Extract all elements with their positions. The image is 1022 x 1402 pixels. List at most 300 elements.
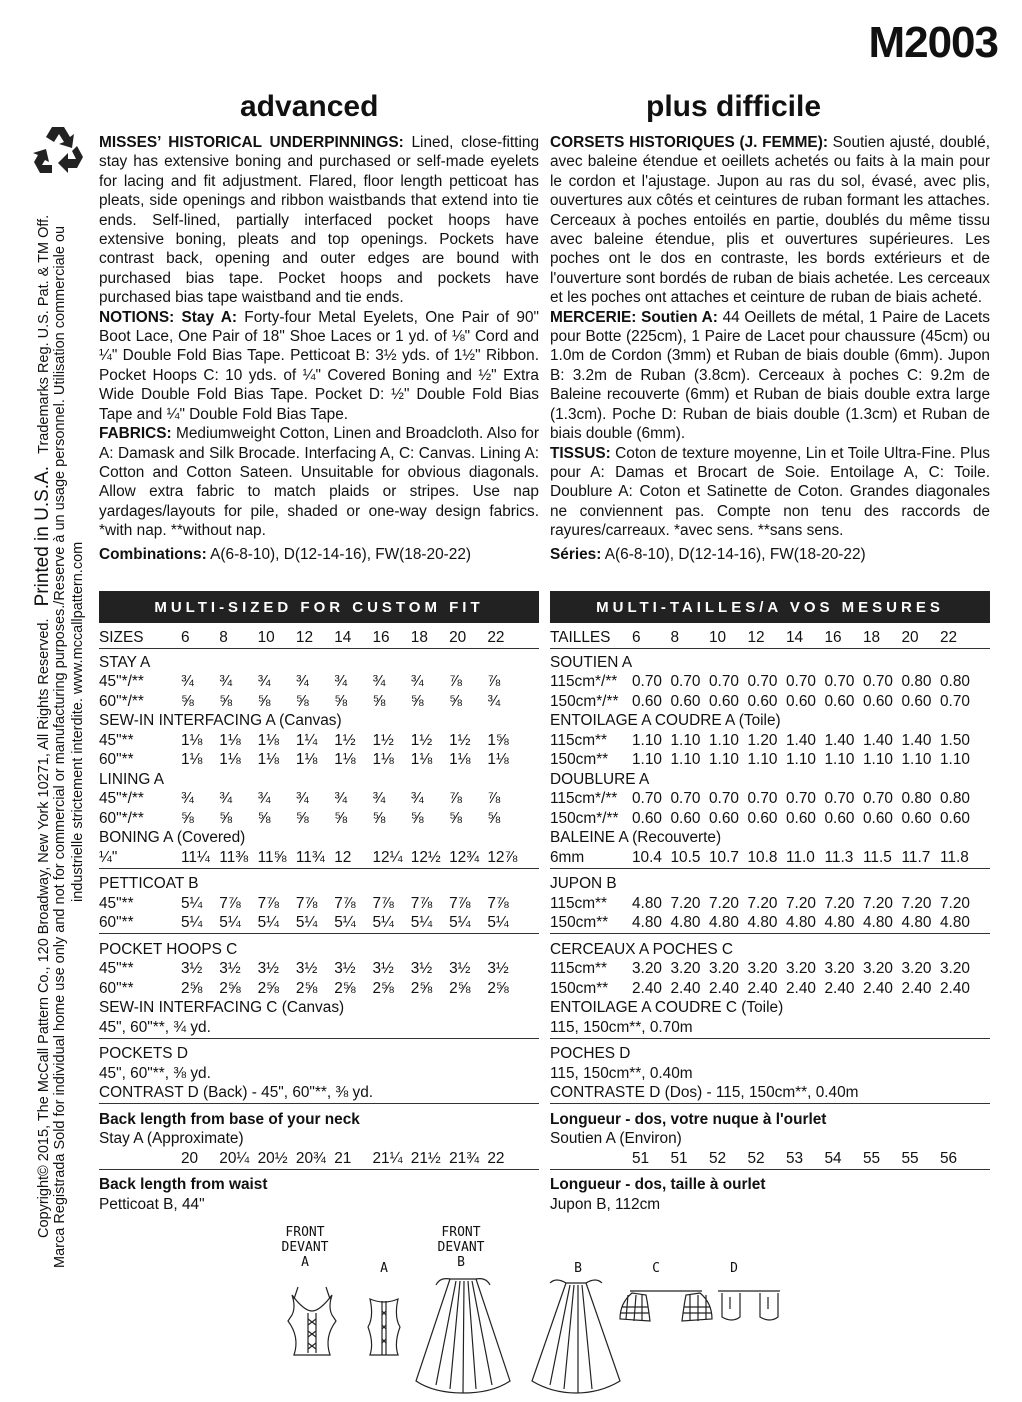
yardage-cell: 4.80 — [709, 914, 739, 932]
description-paragraph: CORSETS HISTORIQUES (J. FEMME): Soutien ajusté, doublé, avec baleine étendue et oeillets achetés ou faits à la main pour le cordon et l'ajustage. Jupon au ras du sol, évasé, avec plis, ouvertures aux côtés et ceintures de ruban formant les attaches. Cerceaux à poches entoilés en partie, doublés du même tissu avec baleine étendue, plis et ouvertures supérieures. Les poches ont le dos en contraste, les bords extérieurs et de l'ouverture sont bordés de ruban de biais achetée. Les cerceaux et les poches ont attaches et ceinture de ruban de biais acheté. — [550, 134, 990, 307]
table-section — [550, 653, 990, 869]
yardage-cell: 11.8 — [940, 848, 969, 866]
pockets-d-drawing — [718, 1291, 780, 1320]
banner-en: MULTI-SIZED FOR CUSTOM FIT — [99, 591, 539, 623]
yardage-cell: 5¼ — [410, 914, 433, 932]
yardage-cell: 4.80 — [632, 914, 662, 932]
yardage-cell: 1.10 — [709, 751, 739, 769]
yardage-cell: 0.70 — [786, 790, 816, 808]
yardage-cell: 51 — [632, 1149, 650, 1167]
yardage-cell: ⅝ — [295, 692, 309, 710]
yardage-cell: ⅞ — [487, 790, 501, 808]
yardage-cell: 12½ — [410, 848, 441, 866]
yardage-cell: 1.10 — [670, 751, 701, 769]
yardage-cell: 7⅞ — [372, 894, 394, 912]
yardage-cell: 5¼ — [372, 914, 394, 932]
yardage-cell: 0.60 — [786, 692, 816, 710]
table-row: CONTRASTE D (Dos) - 115, 150cm**, 0.40m — [550, 1084, 859, 1102]
description-paragraph: MISSES’ HISTORICAL UNDERPINNINGS: Lined, close-fitting stay has extensive boning and purchased or self-made eyelets for lacing and fit adjustment. Flared, floor length petticoat has pleats, side openings and ribbon waistbands that extend into tie ends. Self-lined, partially interfaced pocket hoops have extensive boning, pleats and top openings. Pockets have contrast back, opening and outer edges are bound with purchased bias tape. Pocket hoops and pockets have purchased bias tape waistband and tie ends. — [99, 134, 539, 307]
yardage-cell: 1⅛ — [449, 751, 471, 769]
yardage-cell: 0.70 — [709, 790, 739, 808]
yardage-cell: 7⅞ — [257, 894, 279, 912]
yardage-cell: 1½ — [449, 731, 471, 749]
yardage-cell: 0.80 — [901, 790, 932, 808]
yardage-cell: 7.20 — [747, 894, 778, 912]
yardage-cell: 1⅛ — [219, 731, 241, 749]
yardage-cell: 1⅛ — [295, 751, 318, 769]
yardage-cell: 3½ — [449, 960, 471, 978]
yardage-cell: 53 — [786, 1149, 804, 1167]
yardage-cell: 7⅞ — [219, 894, 241, 912]
yardage-cell: 3½ — [487, 960, 509, 978]
table-row: 45"** 1⅛ 1⅛ 1⅛ 1¼ 1½ 1½ 1½ 1½ 1⅝ — [99, 731, 539, 751]
yardage-cell: 1.10 — [863, 751, 893, 769]
table-row: POCKET HOOPS C — [99, 940, 238, 958]
yardage-cell: 2.40 — [786, 979, 816, 997]
stay-a-front-drawing — [288, 1287, 336, 1355]
yardage-cell: ⅝ — [334, 692, 348, 710]
yardage-cell: 3.20 — [786, 960, 816, 978]
yardage-cell: 5¼ — [449, 914, 471, 932]
printed-in-usa: Printed in U.S.A. — [32, 465, 53, 607]
size-header-cell: 12 — [295, 628, 314, 646]
yardage-cell: 11¾ — [295, 848, 325, 866]
yardage-cell: 5¼ — [219, 914, 241, 932]
table-row: POCHES D — [550, 1045, 631, 1063]
table-row: Petticoat B, 44" — [99, 1195, 205, 1213]
combinations-en: Combinations: A(6-8-10), D(12-14-16), FW(18-20-22) — [99, 545, 472, 563]
yardage-cell: 0.70 — [709, 673, 739, 691]
yardage-cell: 7.20 — [786, 894, 816, 912]
table-row: 150cm** 2.40 2.40 2.40 2.40 2.40 2.40 2.40 2.40 2.40 — [550, 979, 990, 999]
garment-illustrations — [270, 1225, 790, 1395]
yardage-cell: 2⅝ — [372, 979, 394, 997]
table-row: 45"*/** ¾ ¾ ¾ ¾ ¾ ¾ ¾ ⅞ ⅞ — [99, 673, 539, 693]
yardage-cell: 0.70 — [940, 692, 970, 710]
yardage-cell: 1⅛ — [257, 731, 279, 749]
yardage-cell: 10.7 — [709, 848, 739, 866]
yardage-table-en — [99, 627, 539, 1221]
yardage-cell: 56 — [940, 1149, 958, 1167]
yardage-cell: 10.4 — [632, 848, 662, 866]
petticoat-b-back-drawing — [532, 1280, 620, 1393]
description-paragraph: TISSUS: Coton de texture moyenne, Lin et Toile Ultra-Fine. Plus pour A: Damas et Brocart de Soie. Entoilage A, C: Toile. Doublure A: Coton et Satinette de Coton. Grandes diagonales ne conviennent pas. Compte non tenu des raccords de rayures/carreaux. *avec sens. **sans sens. — [550, 444, 990, 540]
yardage-cell: 21¼ — [372, 1149, 403, 1167]
yardage-cell: 55 — [863, 1149, 881, 1167]
yardage-cell: ¾ — [372, 673, 386, 691]
table-row: SEW-IN INTERFACING C (Canvas) — [99, 999, 345, 1017]
yardage-cell: 1½ — [334, 731, 356, 749]
yardage-cell: 3½ — [181, 960, 203, 978]
size-header-cell: 22 — [487, 628, 505, 646]
label-front-a: FRONT DEVANT A — [281, 1225, 329, 1270]
yardage-cell: 2.40 — [901, 979, 932, 997]
yardage-cell: 0.60 — [901, 692, 932, 710]
yardage-cell: 0.70 — [824, 790, 855, 808]
pattern-number: M2003 — [868, 18, 998, 67]
yardage-cell: ⅞ — [487, 673, 501, 691]
table-row — [99, 1149, 539, 1169]
size-header-cell: 20 — [449, 628, 467, 646]
size-header-cell: 16 — [372, 628, 390, 646]
table-row: 60"** 1⅛ 1⅛ 1⅛ 1⅛ 1⅛ 1⅛ 1⅛ 1⅛ 1⅛ — [99, 751, 539, 771]
yardage-cell: 20¼ — [219, 1149, 250, 1167]
yardage-cell: 1⅛ — [257, 751, 279, 769]
table-row: ENTOILAGE A COUDRE A (Toile) — [550, 712, 781, 730]
size-header-cell: 18 — [410, 628, 428, 646]
yardage-cell: 1.40 — [901, 731, 932, 749]
table-row — [550, 1149, 990, 1169]
yardage-cell: 1⅛ — [410, 751, 433, 769]
yardage-cell: ⅝ — [410, 809, 424, 827]
website-vertical: industrielle strictement interdite. www.mccallpattern.com — [70, 541, 86, 902]
yardage-table-fr — [550, 627, 990, 1221]
yardage-cell: ¾ — [410, 673, 424, 691]
yardage-cell: ¾ — [257, 673, 271, 691]
yardage-cell: 0.80 — [901, 673, 932, 691]
yardage-cell: 1⅛ — [219, 751, 241, 769]
yardage-cell: 7⅞ — [487, 894, 509, 912]
sizes-header-row: SIZES 6 8 10 12 14 16 18 20 22 — [99, 627, 539, 649]
yardage-cell: 7.20 — [709, 894, 739, 912]
yardage-cell: ¾ — [487, 692, 501, 710]
yardage-cell: 12 — [334, 848, 352, 866]
table-row: Stay A (Approximate) — [99, 1130, 244, 1148]
table-section — [99, 940, 539, 1039]
yardage-cell: 1.40 — [824, 731, 855, 749]
table-row: 150cm*/** 0.60 0.60 0.60 0.60 0.60 0.60 0.60 0.60 0.70 — [550, 692, 990, 712]
yardage-cell: 20¾ — [295, 1149, 326, 1167]
yardage-cell: 0.60 — [863, 692, 893, 710]
yardage-cell: 3½ — [219, 960, 241, 978]
description-paragraph: NOTIONS: Stay A: Forty-four Metal Eyelets, One Pair of 90" Boot Lace, One Pair of 18" Shoe Laces or 1 yd. of ⅛" Cord and ¼" Double Fold Bias Tape. Petticoat B: 3½ yds. of 1½" Ribbon. Pocket Hoops C: 10 yds. of ¼" Covered Boning and ½" Extra Wide Double Fold Bias Tape. Pocket D: ½" Double Fold Bias Tape and ¼" Double Fold Bias Tape. — [99, 308, 539, 423]
yardage-cell: 1⅛ — [372, 751, 394, 769]
table-row: STAY A — [99, 653, 151, 671]
yardage-cell: ⅝ — [295, 809, 309, 827]
yardage-cell: 1⅛ — [181, 731, 203, 749]
yardage-cell: 3.20 — [824, 960, 855, 978]
yardage-cell: 3½ — [410, 960, 433, 978]
yardage-cell: 3.20 — [632, 960, 662, 978]
size-header-cell: 6 — [632, 628, 641, 646]
table-row: SEW-IN INTERFACING A (Canvas) — [99, 712, 342, 730]
yardage-cell: 1⅛ — [334, 751, 356, 769]
yardage-cell: 7.20 — [824, 894, 855, 912]
yardage-cell: 2.40 — [632, 979, 662, 997]
description-paragraph: MERCERIE: Soutien A: 44 Oeillets de métal, 1 Paire de Lacets pour Botte (225cm), 1 Paire de Lacet pour chaussure (45cm) ou 1.0m de Cordon (3mm) et Ruban de biais double (6mm). Jupon B: 3.2m de Ruban (3.8cm). Cerceaux à poches C: 9.2m de Baleine recouverte (6mm) et Ruban de biais double extra large (1.3cm). Poche D: Ruban de biais double (1.3cm) et Ruban de biais double (6mm). — [550, 308, 990, 443]
yardage-cell: 1.10 — [709, 731, 739, 749]
yardage-cell: 1.50 — [940, 731, 970, 749]
yardage-cell: 1.10 — [632, 731, 662, 749]
yardage-cell: ⅝ — [449, 692, 462, 710]
banner-fr: MULTI-TAILLES/A VOS MESURES — [550, 591, 990, 623]
description-fr — [550, 133, 990, 564]
yardage-cell: 12¼ — [372, 848, 403, 866]
yardage-cell: 0.70 — [863, 790, 893, 808]
yardage-cell: 1.40 — [786, 731, 816, 749]
yardage-cell: ⅝ — [372, 692, 386, 710]
yardage-cell: 0.60 — [786, 809, 816, 827]
yardage-cell: 2⅝ — [487, 979, 509, 997]
yardage-cell: 0.60 — [824, 809, 855, 827]
yardage-cell: 11.3 — [824, 848, 854, 866]
yardage-cell: ⅝ — [181, 692, 194, 710]
copyright-vertical: Copyright© 2015, The McCall Pattern Co., 120 Broadway, New York 10271, All Rights Reserved. Printed in U.S.A. Trademarks Reg. U.S. Pat. & TM Off. — [32, 214, 53, 1238]
yardage-cell: 0.70 — [824, 673, 855, 691]
table-row: Longueur - dos, taille à ourlet — [550, 1176, 766, 1194]
yardage-cell: 1.10 — [670, 731, 701, 749]
yardage-cell: 11⅝ — [257, 848, 287, 866]
table-row: DOUBLURE A — [550, 770, 650, 788]
table-section — [550, 875, 990, 935]
size-header-cell: 22 — [940, 628, 958, 646]
recycle-icon — [32, 124, 84, 176]
yardage-cell: ⅝ — [257, 809, 271, 827]
size-header-cell: 6 — [181, 628, 190, 646]
yardage-cell: 0.60 — [670, 692, 701, 710]
yardage-cell: ⅝ — [219, 809, 233, 827]
yardage-cell: 1½ — [410, 731, 433, 749]
table-section — [550, 1110, 990, 1170]
table-section — [99, 1045, 539, 1105]
yardage-cell: 0.60 — [632, 809, 662, 827]
yardage-cell: 2.40 — [863, 979, 893, 997]
table-row: BALEINE A (Recouverte) — [550, 829, 722, 847]
yardage-cell: 3.20 — [901, 960, 932, 978]
yardage-cell: 0.70 — [747, 790, 778, 808]
table-row: CONTRAST D (Back) - 45", 60"**, ⅜ yd. — [99, 1084, 374, 1102]
yardage-cell: ¾ — [219, 790, 233, 808]
yardage-cell: 3½ — [372, 960, 394, 978]
table-section — [550, 940, 990, 1039]
yardage-cell: 4.80 — [632, 894, 662, 912]
table-row: LINING A — [99, 770, 165, 788]
yardage-cell: ⅝ — [257, 692, 271, 710]
table-row: 45"** 5¼ 7⅞ 7⅞ 7⅞ 7⅞ 7⅞ 7⅞ 7⅞ 7⅞ — [99, 894, 539, 914]
yardage-cell: ⅝ — [410, 692, 424, 710]
yardage-cell: 2⅝ — [219, 979, 241, 997]
yardage-cell: ⅝ — [219, 692, 233, 710]
yardage-cell: ⅝ — [181, 809, 194, 827]
usage-vertical: Marca Registrada Sold for individual home use only and not for commercial or manufacturing purposes./Reserve à un usage personnel. Utilisation commerciale ou — [52, 225, 68, 1268]
yardage-cell: 1.10 — [901, 751, 932, 769]
label-d: D — [730, 1261, 738, 1276]
table-row: ¼" 11¼ 11⅜ 11⅝ 11¾ 12 12¼ 12½ 12¾ 12⅞ — [99, 848, 539, 868]
petticoat-b-front-drawing — [416, 1279, 510, 1393]
yardage-cell: 1⅛ — [181, 751, 203, 769]
yardage-cell: 7⅞ — [334, 894, 356, 912]
yardage-cell: 0.60 — [863, 809, 893, 827]
yardage-cell: 3.20 — [747, 960, 778, 978]
garment-drawings — [270, 1277, 790, 1395]
table-row: Jupon B, 112cm — [550, 1195, 661, 1213]
yardage-cell: 7.20 — [670, 894, 701, 912]
yardage-cell: 0.70 — [670, 790, 701, 808]
table-row: CERCEAUX A POCHES C — [550, 940, 734, 958]
yardage-cell: 2.40 — [747, 979, 778, 997]
yardage-cell: 3.20 — [863, 960, 893, 978]
yardage-cell: 1¼ — [295, 731, 318, 749]
yardage-cell: 0.70 — [863, 673, 893, 691]
yardage-cell: ¾ — [334, 673, 348, 691]
yardage-cell: 2⅝ — [449, 979, 471, 997]
yardage-cell: 3.20 — [670, 960, 701, 978]
yardage-cell: 3½ — [334, 960, 356, 978]
table-row: 60"*/** ⅝ ⅝ ⅝ ⅝ ⅝ ⅝ ⅝ ⅝ ⅝ — [99, 809, 539, 829]
table-row: 115cm** 1.10 1.10 1.10 1.20 1.40 1.40 1.40 1.40 1.50 — [550, 731, 990, 751]
yardage-cell: 0.80 — [940, 673, 970, 691]
yardage-cell: 1.10 — [632, 751, 662, 769]
pocket-hoops-c-drawing — [620, 1291, 712, 1321]
yardage-cell: 52 — [747, 1149, 765, 1167]
yardage-cell: 4.80 — [901, 914, 932, 932]
yardage-cell: 55 — [901, 1149, 919, 1167]
table-row: 115cm*/** 0.70 0.70 0.70 0.70 0.70 0.70 0.70 0.80 0.80 — [550, 673, 990, 693]
yardage-cell: 7.20 — [901, 894, 932, 912]
yardage-cell: 2⅝ — [181, 979, 203, 997]
yardage-cell: 4.80 — [786, 914, 816, 932]
table-section — [99, 875, 539, 935]
yardage-cell: 54 — [824, 1149, 842, 1167]
table-section — [99, 653, 539, 869]
yardage-cell: 4.80 — [940, 914, 970, 932]
yardage-cell: ⅝ — [372, 809, 386, 827]
level-fr: plus difficile — [646, 90, 822, 123]
table-row: 115, 150cm**, 0.70m — [550, 1018, 693, 1036]
yardage-cell: 2.40 — [670, 979, 701, 997]
size-header-cell: 10 — [257, 628, 275, 646]
yardage-cell: 1⅝ — [487, 731, 509, 749]
yardage-cell: 4.80 — [863, 914, 893, 932]
yardage-cell: ⅞ — [449, 790, 462, 808]
yardage-cell: 3½ — [257, 960, 279, 978]
yardage-cell: 0.60 — [940, 809, 970, 827]
label-a2: A — [380, 1261, 388, 1276]
table-row: 45"*/** ¾ ¾ ¾ ¾ ¾ ¾ ¾ ⅞ ⅞ — [99, 790, 539, 810]
yardage-cell: 12¾ — [449, 848, 480, 866]
label-c: C — [652, 1261, 660, 1276]
yardage-cell: 2⅝ — [257, 979, 279, 997]
yardage-cell: 1.10 — [824, 751, 855, 769]
table-row: 115cm** 3.20 3.20 3.20 3.20 3.20 3.20 3.20 3.20 3.20 — [550, 960, 990, 980]
table-row: 60"** 5¼ 5¼ 5¼ 5¼ 5¼ 5¼ 5¼ 5¼ 5¼ — [99, 914, 539, 934]
yardage-cell: ⅝ — [449, 809, 462, 827]
yardage-cell: 4.80 — [670, 914, 701, 932]
size-header-cell: 14 — [786, 628, 804, 646]
yardage-cell: 1.10 — [786, 751, 816, 769]
table-row: 45"** 3½ 3½ 3½ 3½ 3½ 3½ 3½ 3½ 3½ — [99, 960, 539, 980]
yardage-cell: 5¼ — [295, 914, 318, 932]
yardage-cell: 51 — [670, 1149, 688, 1167]
table-section — [550, 1045, 990, 1105]
level-en: advanced — [240, 90, 379, 123]
table-row: 150cm** 1.10 1.10 1.10 1.10 1.10 1.10 1.10 1.10 1.10 — [550, 751, 990, 771]
yardage-cell: 0.60 — [670, 809, 701, 827]
yardage-cell: 2.40 — [824, 979, 855, 997]
yardage-cell: 0.70 — [786, 673, 816, 691]
yardage-cell: 21 — [334, 1149, 352, 1167]
combinations-fr: Séries: A(6-8-10), D(12-14-16), FW(18-20-22) — [550, 545, 866, 563]
table-section — [99, 1110, 539, 1170]
yardage-cell: 11.5 — [863, 848, 892, 866]
table-section — [99, 1176, 539, 1215]
label-b2: B — [574, 1261, 582, 1276]
yardage-cell: 4.80 — [824, 914, 855, 932]
yardage-cell: 52 — [709, 1149, 727, 1167]
yardage-cell: 7.20 — [863, 894, 893, 912]
yardage-cell: 7⅞ — [295, 894, 318, 912]
table-row: 60"*/** ⅝ ⅝ ⅝ ⅝ ⅝ ⅝ ⅝ ⅝ ¾ — [99, 692, 539, 712]
size-header-cell: 10 — [709, 628, 727, 646]
yardage-cell: ¾ — [372, 790, 386, 808]
size-header-cell: 16 — [824, 628, 842, 646]
yardage-cell: 21½ — [410, 1149, 441, 1167]
yardage-cell: ¾ — [295, 790, 309, 808]
yardage-cell: 1.20 — [747, 731, 778, 749]
yardage-cell: 1.10 — [940, 751, 970, 769]
yardage-cell: 11¼ — [181, 848, 210, 866]
yardage-cell: 5¼ — [181, 914, 203, 932]
yardage-cell: 10.8 — [747, 848, 778, 866]
yardage-cell: 0.80 — [940, 790, 970, 808]
table-row: SOUTIEN A — [550, 653, 633, 671]
yardage-cell: 1⅛ — [487, 751, 509, 769]
yardage-cell: 0.60 — [632, 692, 662, 710]
table-section — [550, 1176, 990, 1215]
yardage-cell: 0.70 — [632, 790, 662, 808]
yardage-cell: 2.40 — [709, 979, 739, 997]
size-header-cell: 14 — [334, 628, 352, 646]
yardage-cell: ¾ — [334, 790, 348, 808]
yardage-cell: 7⅞ — [410, 894, 433, 912]
table-row: 150cm*/** 0.60 0.60 0.60 0.60 0.60 0.60 0.60 0.60 0.60 — [550, 809, 990, 829]
yardage-cell: ⅝ — [334, 809, 348, 827]
yardage-cell: 21¾ — [449, 1149, 480, 1167]
table-row: Back length from waist — [99, 1176, 268, 1194]
yardage-cell: 3.20 — [709, 960, 739, 978]
size-header-cell: 12 — [747, 628, 765, 646]
description-paragraph: FABRICS: Mediumweight Cotton, Linen and Broadcloth. Also for A: Damask and Silk Brocade. Interfacing A, C: Canvas. Lining A: Cotton and Cotton Sateen. Unsuitable for obvious diagonals. Allow extra fabric to match plaids or stripes. Use nap yardages/layouts for pile, shaded or one-way design fabrics. *with nap. **without nap. — [99, 425, 539, 540]
table-row: BONING A (Covered) — [99, 829, 246, 847]
table-row: 115, 150cm**, 0.40m — [550, 1064, 693, 1082]
yardage-cell: 0.60 — [901, 809, 932, 827]
size-header-cell: 8 — [219, 628, 228, 646]
yardage-cell: 2⅝ — [410, 979, 433, 997]
size-header-cell: 8 — [670, 628, 680, 646]
yardage-cell: 5¼ — [487, 914, 509, 932]
table-row: 115cm** 4.80 7.20 7.20 7.20 7.20 7.20 7.20 7.20 7.20 — [550, 894, 990, 914]
yardage-cell: ¾ — [181, 790, 194, 808]
yardage-cell: 2⅝ — [295, 979, 318, 997]
size-header-cell: 18 — [863, 628, 881, 646]
table-row: JUPON B — [550, 875, 617, 893]
yardage-cell: ¾ — [295, 673, 309, 691]
yardage-cell: 1.10 — [747, 751, 778, 769]
yardage-cell: 20 — [181, 1149, 199, 1167]
yardage-cell: 1.40 — [863, 731, 893, 749]
table-row: 6mm 10.4 10.5 10.7 10.8 11.0 11.3 11.5 11.7 11.8 — [550, 848, 990, 868]
table-row: 115cm*/** 0.70 0.70 0.70 0.70 0.70 0.70 0.70 0.80 0.80 — [550, 790, 990, 810]
yardage-cell: ¾ — [219, 673, 233, 691]
yardage-cell: 0.60 — [709, 809, 739, 827]
table-row: ENTOILAGE A COUDRE C (Toile) — [550, 999, 784, 1017]
table-row: Soutien A (Environ) — [550, 1130, 682, 1148]
yardage-cell: 4.80 — [747, 914, 778, 932]
yardage-cell: 7⅞ — [449, 894, 471, 912]
table-row: 60"** 2⅝ 2⅝ 2⅝ 2⅝ 2⅝ 2⅝ 2⅝ 2⅝ 2⅝ — [99, 979, 539, 999]
yardage-cell: ⅞ — [449, 673, 462, 691]
sizes-header-row: TAILLES 6 8 10 12 14 16 18 20 22 — [550, 627, 990, 649]
